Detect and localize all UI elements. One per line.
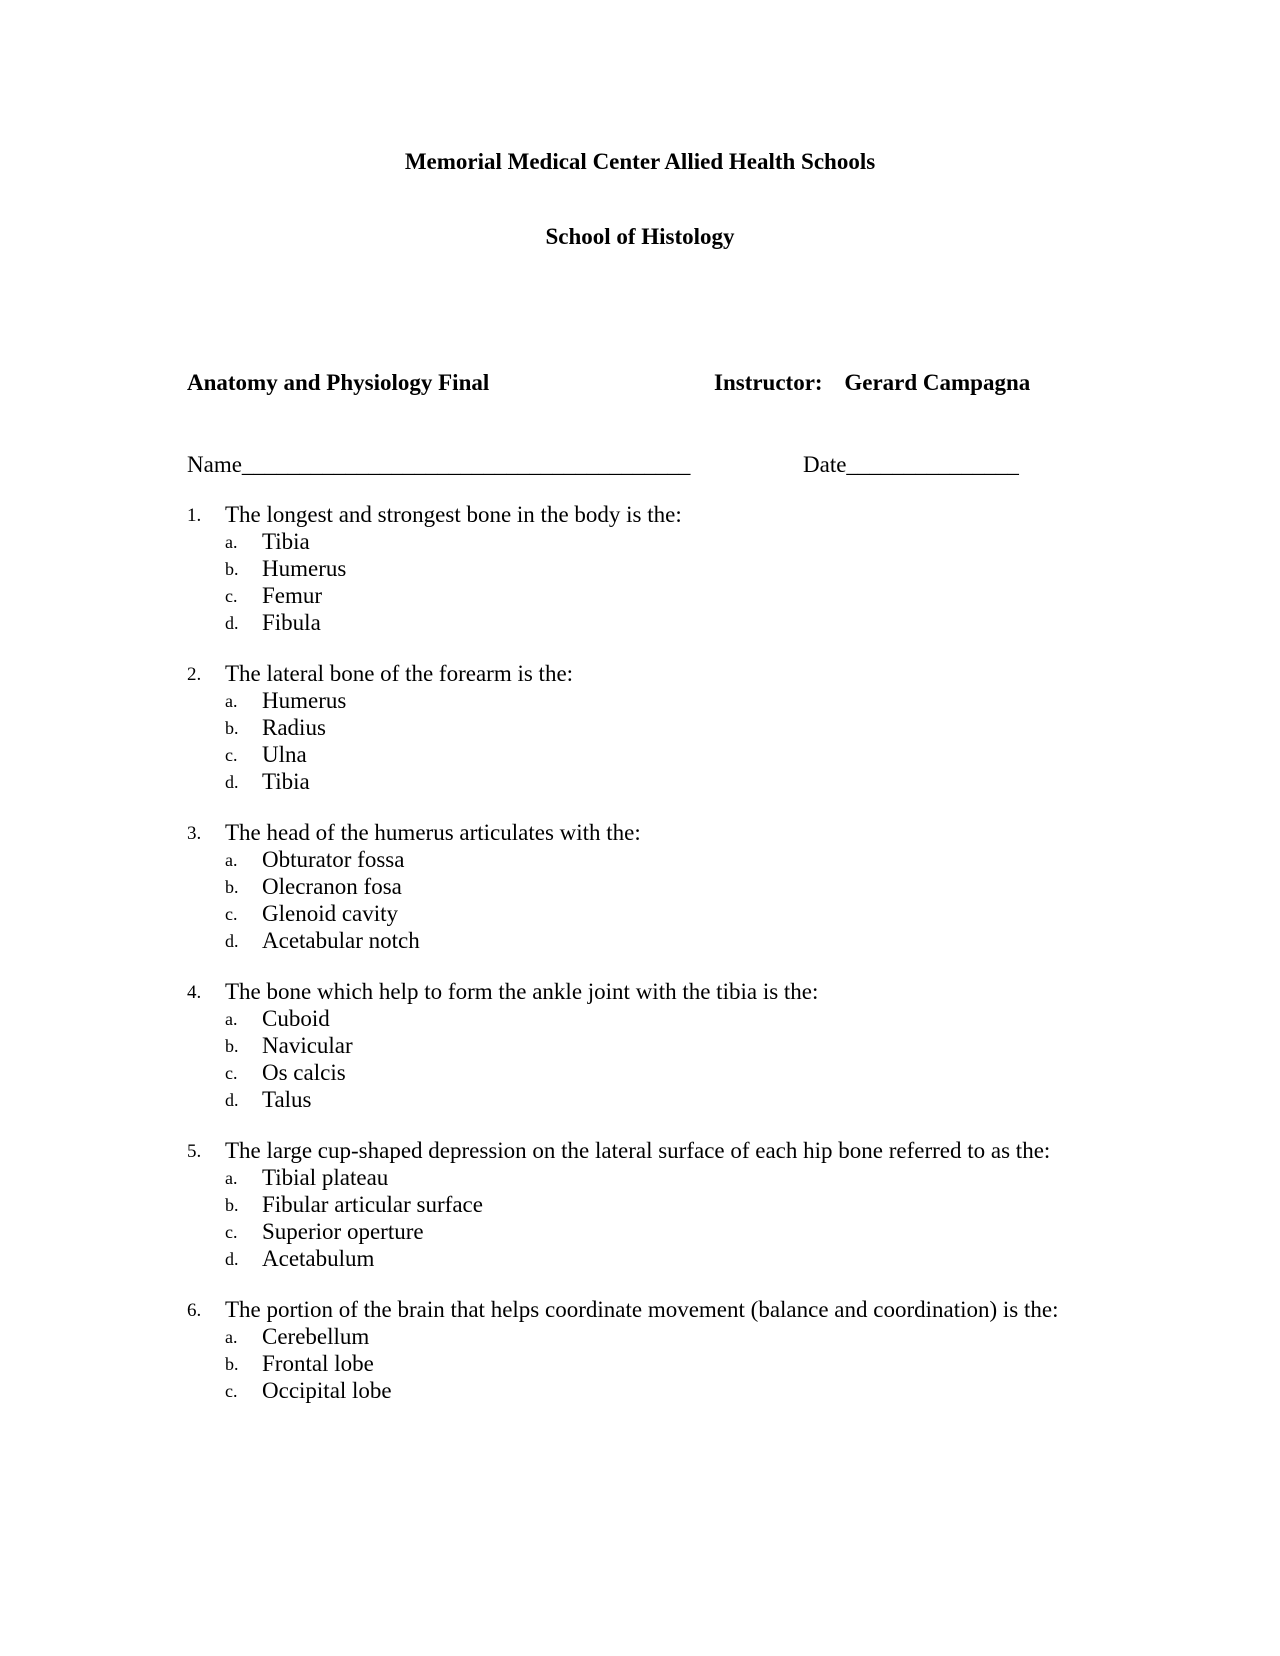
option-text: Talus <box>262 1087 312 1112</box>
question-number: 2. <box>187 664 202 685</box>
option-letter: b. <box>225 1195 239 1215</box>
option-letter: d. <box>225 772 239 792</box>
option-letter: a. <box>225 1009 238 1029</box>
option-text: Tibia <box>262 769 310 794</box>
name-field[interactable]: Name_______________________________________ <box>187 452 691 477</box>
option-letter: b. <box>225 559 239 579</box>
option-list <box>187 846 1087 954</box>
question-text: The portion of the brain that helps coordinate movement (balance and coordination) is the: <box>225 1297 1059 1322</box>
option-text: Superior operture <box>262 1219 424 1244</box>
option-letter: b. <box>225 1036 239 1056</box>
option-text: Humerus <box>262 556 347 581</box>
question-6 <box>187 1296 1087 1404</box>
option-item[interactable] <box>187 846 1087 873</box>
school-subtitle: School of Histology <box>545 224 735 249</box>
question-stem <box>187 1137 1087 1164</box>
option-text: Fibula <box>262 610 321 635</box>
question-text: The head of the humerus articulates with the: <box>225 820 641 845</box>
option-text: Acetabulum <box>262 1246 375 1271</box>
option-item[interactable] <box>187 687 1087 714</box>
option-item[interactable] <box>187 555 1087 582</box>
option-letter: c. <box>225 1222 238 1242</box>
option-letter: d. <box>225 613 239 633</box>
option-text: Radius <box>262 715 326 740</box>
option-list <box>187 1323 1087 1404</box>
question-number: 3. <box>187 823 202 844</box>
option-item[interactable] <box>187 582 1087 609</box>
option-letter: a. <box>225 691 238 711</box>
option-text: Acetabular notch <box>262 928 420 953</box>
option-text: Cuboid <box>262 1006 330 1031</box>
option-letter: a. <box>225 1168 238 1188</box>
option-letter: c. <box>225 1063 238 1083</box>
option-letter: d. <box>225 931 239 951</box>
date-field[interactable]: Date_______________ <box>803 452 1019 477</box>
option-list <box>187 687 1087 795</box>
question-list <box>187 501 1087 1428</box>
question-text: The lateral bone of the forearm is the: <box>225 661 574 686</box>
option-item[interactable] <box>187 927 1087 954</box>
institution-title: Memorial Medical Center Allied Health Schools <box>404 149 876 174</box>
option-text: Olecranon fosa <box>262 874 402 899</box>
option-text: Frontal lobe <box>262 1351 374 1376</box>
option-letter: a. <box>225 850 238 870</box>
option-item[interactable] <box>187 1377 1087 1404</box>
option-text: Ulna <box>262 742 307 767</box>
instructor-name: Gerard Campagna <box>844 370 1031 395</box>
option-letter: b. <box>225 1354 239 1374</box>
option-item[interactable] <box>187 1164 1087 1191</box>
exam-title: Anatomy and Physiology Final <box>187 370 490 395</box>
option-letter: c. <box>225 1381 238 1401</box>
option-item[interactable] <box>187 741 1087 768</box>
question-stem <box>187 501 1087 528</box>
question-number: 4. <box>187 982 202 1003</box>
question-stem <box>187 660 1087 687</box>
option-letter: b. <box>225 718 239 738</box>
option-text: Navicular <box>262 1033 353 1058</box>
question-4 <box>187 978 1087 1113</box>
option-item[interactable] <box>187 528 1087 555</box>
question-number: 6. <box>187 1300 202 1321</box>
option-item[interactable] <box>187 609 1087 636</box>
option-letter: c. <box>225 745 238 765</box>
option-item[interactable] <box>187 900 1087 927</box>
option-text: Obturator fossa <box>262 847 405 872</box>
question-text: The large cup-shaped depression on the lateral surface of each hip bone referred to as the: <box>225 1138 1051 1163</box>
option-item[interactable] <box>187 1005 1087 1032</box>
question-number: 1. <box>187 505 202 526</box>
option-text: Fibular articular surface <box>262 1192 483 1217</box>
option-letter: b. <box>225 877 239 897</box>
option-letter: c. <box>225 904 238 924</box>
option-item[interactable] <box>187 1059 1087 1086</box>
option-text: Tibial plateau <box>262 1165 389 1190</box>
option-text: Humerus <box>262 688 347 713</box>
option-item[interactable] <box>187 873 1087 900</box>
question-stem <box>187 819 1087 846</box>
question-1 <box>187 501 1087 636</box>
question-text: The bone which help to form the ankle joint with the tibia is the: <box>225 979 819 1004</box>
option-item[interactable] <box>187 1245 1087 1272</box>
option-item[interactable] <box>187 1191 1087 1218</box>
option-letter: a. <box>225 532 238 552</box>
option-letter: d. <box>225 1249 239 1269</box>
option-list <box>187 1164 1087 1272</box>
question-5 <box>187 1137 1087 1272</box>
question-stem <box>187 978 1087 1005</box>
option-list <box>187 1005 1087 1113</box>
option-item[interactable] <box>187 1032 1087 1059</box>
instructor-block <box>714 369 1030 397</box>
option-item[interactable] <box>187 714 1087 741</box>
option-item[interactable] <box>187 1218 1087 1245</box>
option-text: Os calcis <box>262 1060 346 1085</box>
option-letter: d. <box>225 1090 239 1110</box>
option-text: Tibia <box>262 529 310 554</box>
option-text: Glenoid cavity <box>262 901 399 926</box>
option-item[interactable] <box>187 1323 1087 1350</box>
question-stem <box>187 1296 1087 1323</box>
option-text: Occipital lobe <box>262 1378 392 1403</box>
question-3 <box>187 819 1087 954</box>
question-2 <box>187 660 1087 795</box>
option-item[interactable] <box>187 1350 1087 1377</box>
option-list <box>187 528 1087 636</box>
instructor-label: Instructor: <box>714 370 823 395</box>
question-text: The longest and strongest bone in the body is the: <box>225 502 682 527</box>
option-item[interactable] <box>187 1086 1087 1113</box>
option-item[interactable] <box>187 768 1087 795</box>
option-letter: a. <box>225 1327 238 1347</box>
option-text: Femur <box>262 583 323 608</box>
option-letter: c. <box>225 586 238 606</box>
option-text: Cerebellum <box>262 1324 370 1349</box>
question-number: 5. <box>187 1141 202 1162</box>
